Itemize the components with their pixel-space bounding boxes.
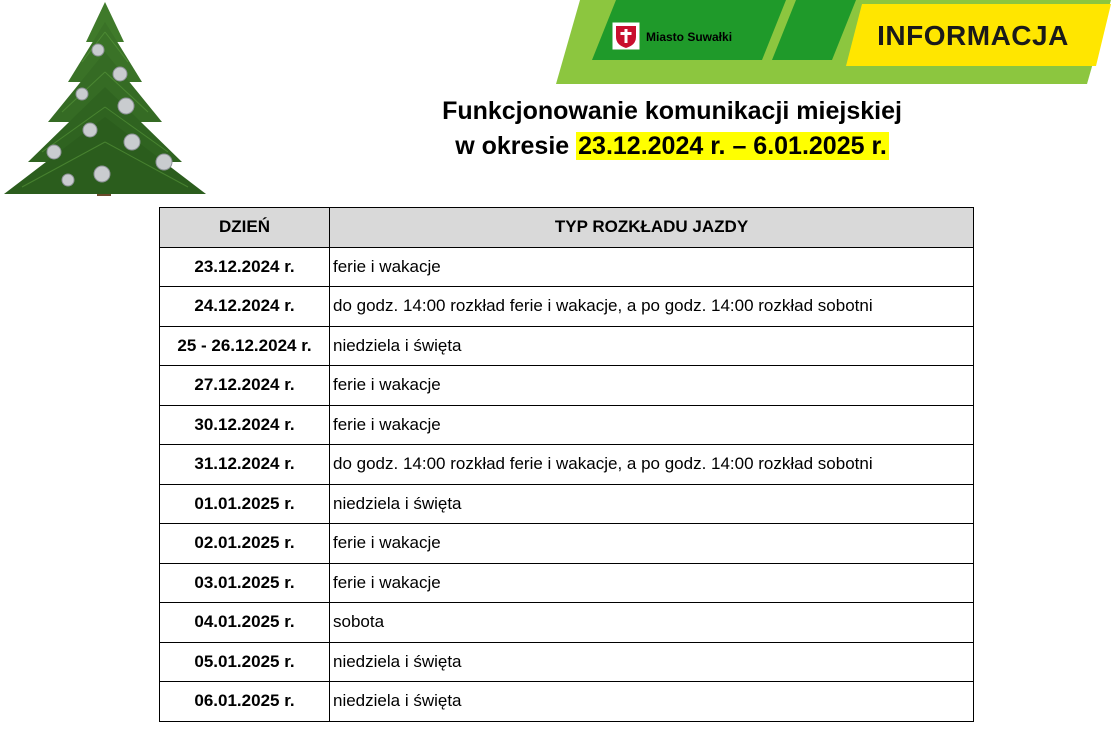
header-day: DZIEŃ — [160, 208, 330, 248]
table-row — [160, 405, 974, 445]
schedule-type-cell: ferie i wakacje — [330, 524, 974, 564]
schedule-type-cell: niedziela i święta — [330, 484, 974, 524]
title-prefix: w okresie — [455, 132, 577, 160]
table-row — [160, 642, 974, 682]
day-cell: 05.01.2025 r. — [160, 642, 330, 682]
day-cell: 02.01.2025 r. — [160, 524, 330, 564]
city-name: Miasto Suwałki — [646, 30, 733, 44]
day-cell: 06.01.2025 r. — [160, 682, 330, 722]
city-crest-icon — [612, 22, 640, 50]
christmas-tree-icon — [2, 2, 208, 200]
schedule-type-cell: sobota — [330, 603, 974, 643]
schedule-type-cell: ferie i wakacje — [330, 366, 974, 406]
schedule-type-cell: do godz. 14:00 rozkład ferie i wakacje, a po godz. 14:00 rozkład sobotni — [330, 287, 974, 327]
schedule-type-cell: ferie i wakacje — [330, 247, 974, 287]
schedule-type-cell: niedziela i święta — [330, 642, 974, 682]
schedule-type-cell: ferie i wakacje — [330, 405, 974, 445]
table-row — [160, 445, 974, 485]
table-row — [160, 524, 974, 564]
day-cell: 31.12.2024 r. — [160, 445, 330, 485]
schedule-type-cell: ferie i wakacje — [330, 563, 974, 603]
header-schedule-type: TYP ROZKŁADU JAZDY — [330, 208, 974, 248]
day-cell: 03.01.2025 r. — [160, 563, 330, 603]
table-row — [160, 366, 974, 406]
schedule-type-cell: do godz. 14:00 rozkład ferie i wakacje, a po godz. 14:00 rozkład sobotni — [330, 445, 974, 485]
schedule-type-cell: niedziela i święta — [330, 682, 974, 722]
schedule-type-cell: niedziela i święta — [330, 326, 974, 366]
day-cell: 23.12.2024 r. — [160, 247, 330, 287]
day-cell: 25 - 26.12.2024 r. — [160, 326, 330, 366]
table-header-row — [160, 208, 974, 248]
day-cell: 24.12.2024 r. — [160, 287, 330, 327]
page-title — [330, 94, 1014, 164]
schedule-table — [159, 207, 974, 722]
table-row — [160, 682, 974, 722]
day-cell: 27.12.2024 r. — [160, 366, 330, 406]
title-line-2 — [330, 129, 1014, 164]
table-row — [160, 563, 974, 603]
table-row — [160, 247, 974, 287]
date-range-highlight: 23.12.2024 r. – 6.01.2025 r. — [578, 132, 887, 160]
day-cell: 30.12.2024 r. — [160, 405, 330, 445]
table-row — [160, 603, 974, 643]
table-row — [160, 484, 974, 524]
day-cell: 04.01.2025 r. — [160, 603, 330, 643]
day-cell: 01.01.2025 r. — [160, 484, 330, 524]
table-row — [160, 326, 974, 366]
information-label: INFORMACJA — [877, 20, 1069, 51]
title-line-1: Funkcjonowanie komunikacji miejskiej — [442, 97, 902, 125]
table-row — [160, 287, 974, 327]
